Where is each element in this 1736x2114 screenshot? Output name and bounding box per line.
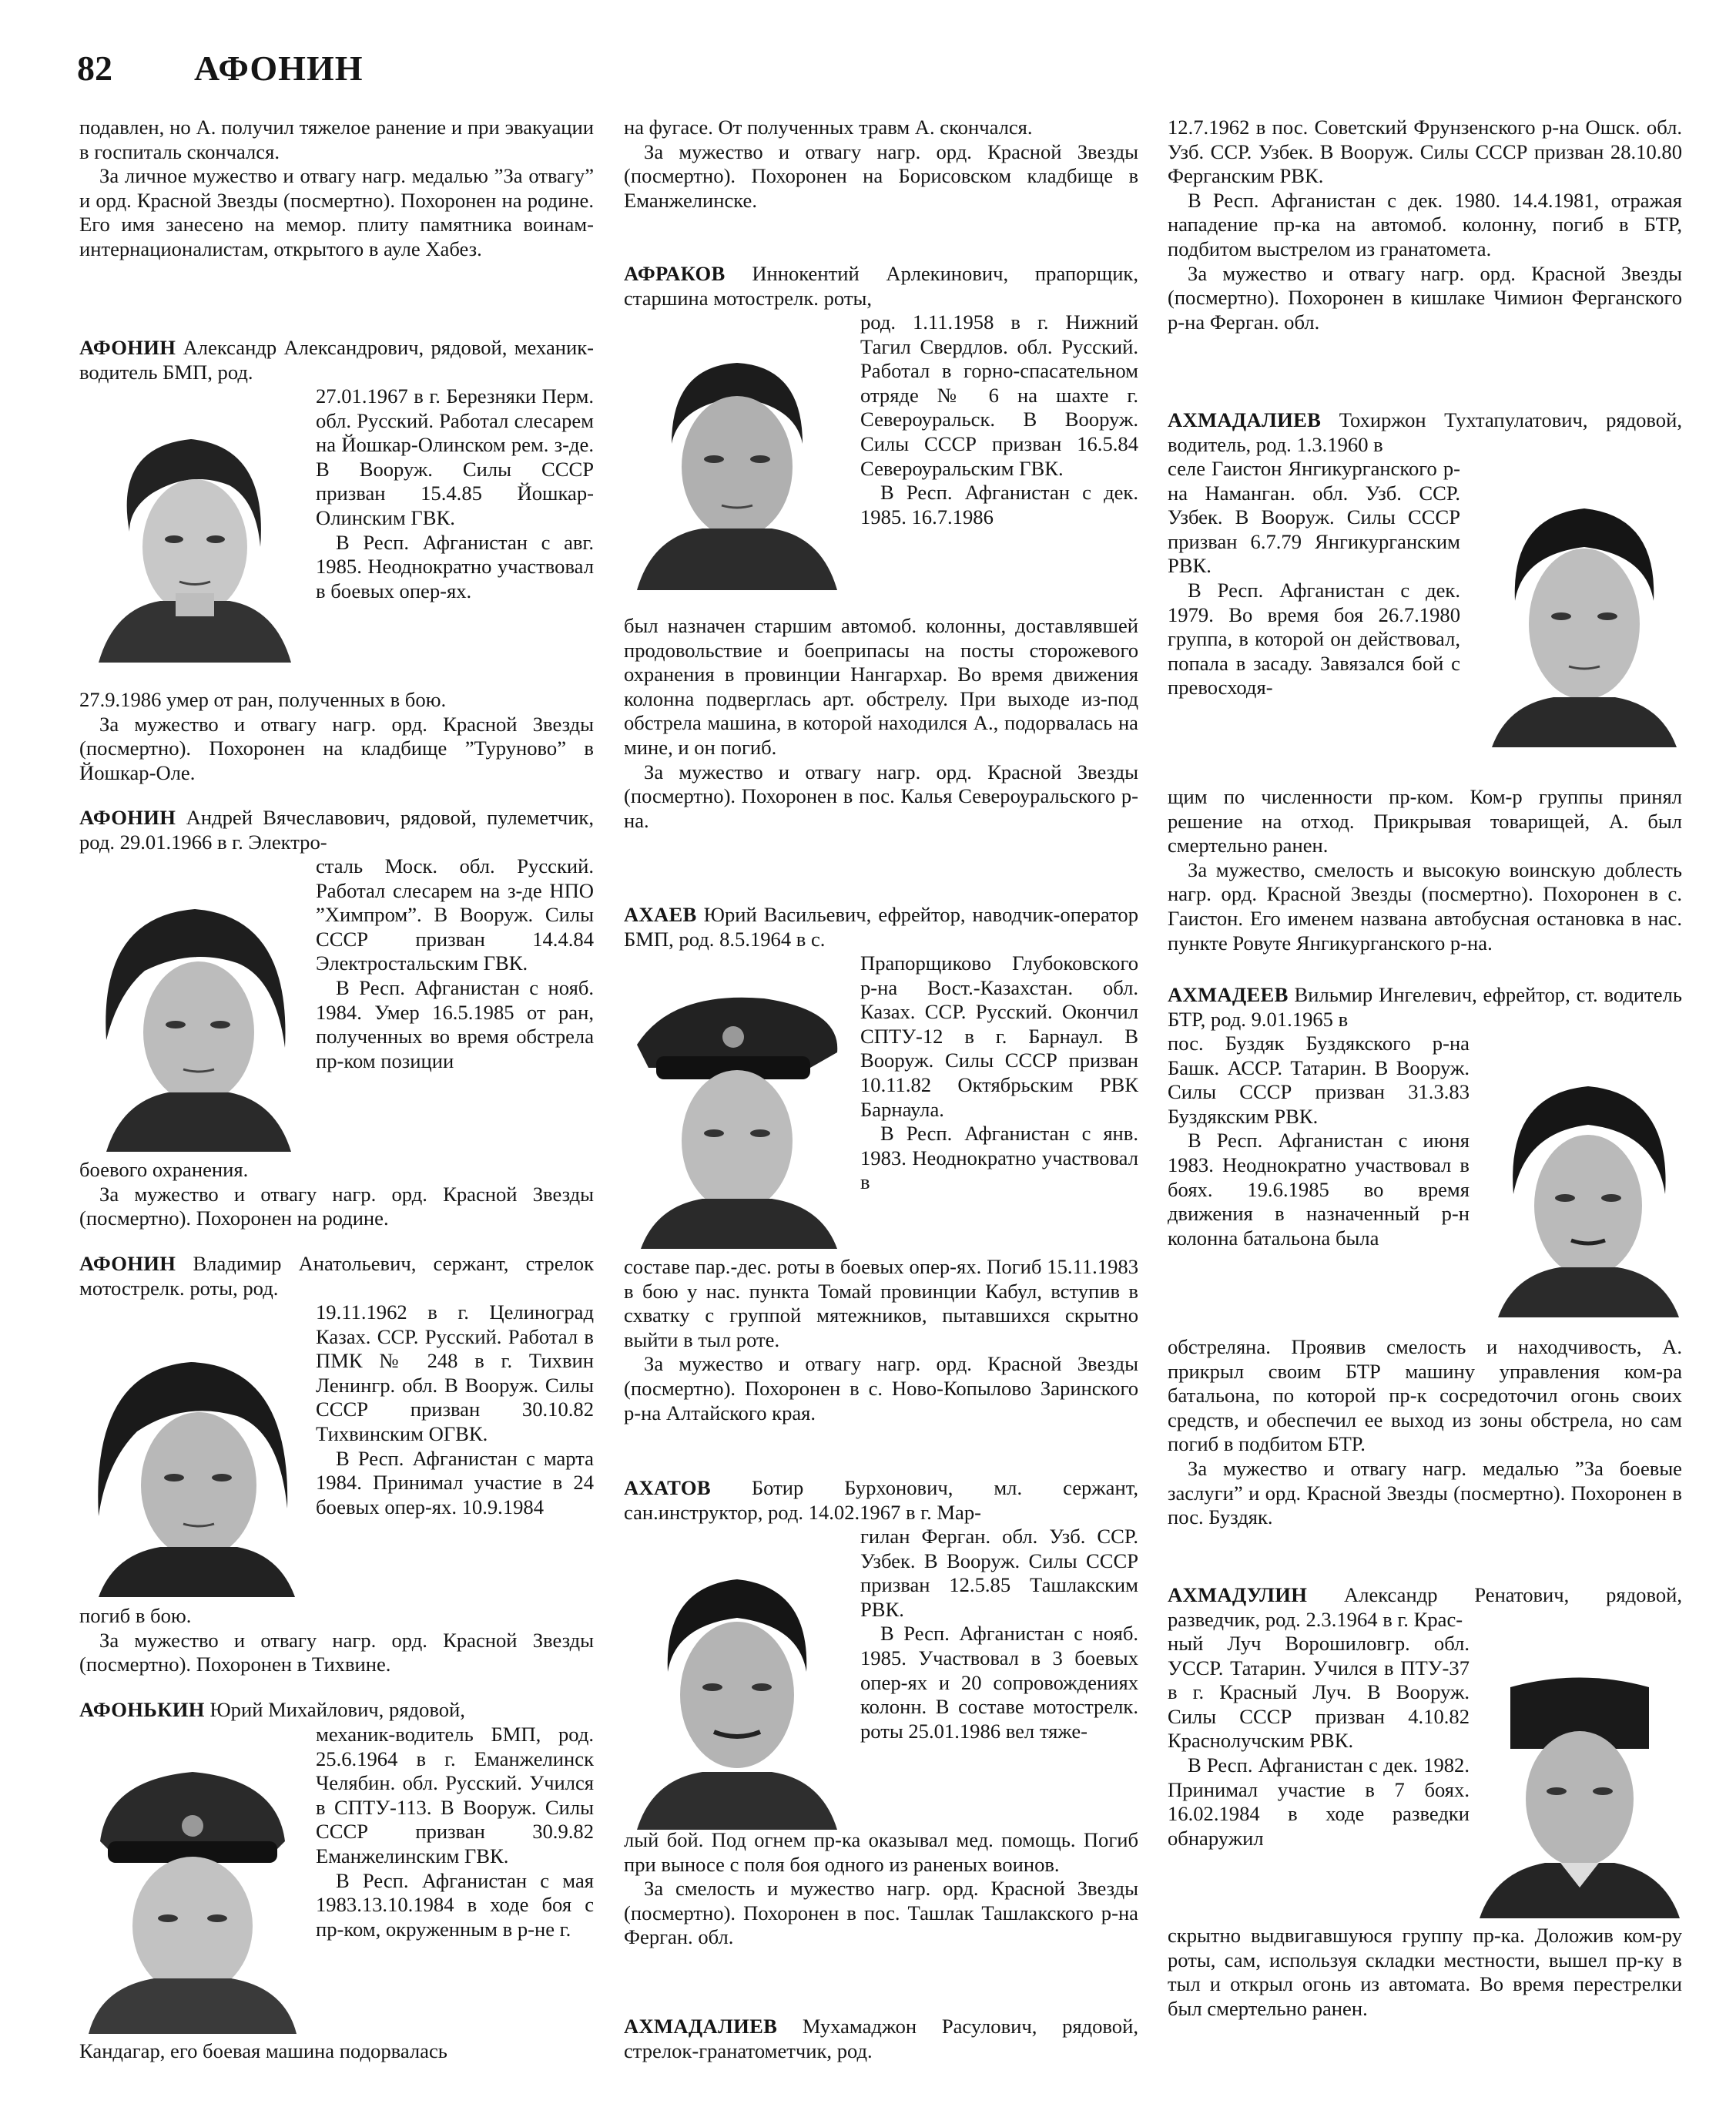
col2-continued <box>624 116 1138 213</box>
entry-side-text <box>1168 1032 1470 1250</box>
entry-continuation <box>79 2039 594 2064</box>
portrait-photo <box>77 1749 308 2034</box>
entry-name: АХМАДАЛИЕВ <box>1168 408 1322 431</box>
paragraph: селе Гаистон Янгикурганского р-на Наманган. обл. Узб. ССР. Узбек. В Вооруж. Силы СССР призван 6.7.79 Янгикурганским РВК. <box>1168 457 1460 578</box>
portrait-photo <box>83 416 299 663</box>
paragraph: боевого охранения. <box>79 1158 249 1181</box>
paragraph: составе пар.-дес. роты в боевых опер-ях. Погиб 15.11.1983 в бою у нас. пункта Томай провинции Кабул, вступив в схватку с группой мятежников, пытавшихся скрытно выйти в тыл роте. <box>624 1255 1138 1351</box>
entry-continuation <box>624 1828 1138 1950</box>
paragraph: За личное мужество и отвагу нагр. медалью ”За отвагу” и орд. Красной Звезды (посмертно). Похоронен на родине. Его имя занесено на мемор. плиту памятника воинам-интернационалистам, открытого в ауле Хабез. <box>79 164 594 260</box>
paragraph: 27.9.1986 умер от ран, полученных в бою. <box>79 688 447 711</box>
paragraph: За мужество и отвагу нагр. орд. Красной Звезды (посмертно). Похоронен в кишлаке Чимион Ферганского р-на Ферган. обл. <box>1168 261 1682 334</box>
paragraph: За мужество и отвагу нагр. орд. Красной Звезды (посмертно). Похоронен на родине. <box>79 1182 594 1230</box>
paragraph: В Респ. Афганистан с марта 1984. Принимал участие в 24 боевых опер-ях. 10.9.1984 <box>316 1446 594 1518</box>
entry-lead: Юрий Михайлович, рядовой, <box>204 1698 465 1721</box>
entry-name: АФОНИН <box>79 806 176 829</box>
entry-continuation <box>1168 785 1682 955</box>
paragraph: щим по численности пр-ком. Ком-р группы принял решение на отход. Прикрывая товарищей, А. был смертельно ранен. <box>1168 785 1682 857</box>
entry-afonin-andrey-head <box>79 806 594 854</box>
entry-name: АФОНИН <box>79 336 176 359</box>
entry-akhmadulin-head <box>1168 1583 1682 1632</box>
paragraph: За мужество и отвагу нагр. орд. Красной Звезды (посмертно). Похоронен на кладбище ”Туруново” в Йошкар-Оле. <box>79 712 594 784</box>
paragraph: В Респ. Афганистан с нояб. 1985. Участвовал в 3 боевых опер-ях и 20 сопровождениях колонн. В составе мотострелк. роты 25.01.1986 вел тяже- <box>860 1622 1138 1743</box>
entry-side-text <box>316 1300 594 1519</box>
entry-lead: Тохиржон Тухтапулатович, рядовой, водитель, род. 1.3.1960 в <box>1168 408 1682 456</box>
entry-side-text <box>316 1723 594 1941</box>
paragraph: обстреляна. Проявив смелость и находчивость, А. прикрыл своим БТР машину управления ком-ра батальона, по которой пр-к сосредоточил огонь своих средств, и обеспечил ее выход из зоны обстрела, но сам погиб в подбитом БТР. <box>1168 1335 1682 1456</box>
entry-name: АХАТОВ <box>624 1476 711 1499</box>
entry-name: АХАЕВ <box>624 903 697 926</box>
entry-lead: Вильмир Ингелевич, ефрейтор, ст. водитель БТР, род. 9.01.1965 в <box>1168 983 1682 1031</box>
paragraph: В Респ. Афганистан с мая 1983.13.10.1984 в ходе боя с пр-ком, окруженным в р-не г. <box>316 1868 594 1941</box>
entry-continuation <box>624 614 1138 833</box>
portrait-photo <box>83 886 307 1152</box>
entry-name: АФОНЬКИН <box>79 1698 205 1721</box>
entry-akhmadaliev-m-head <box>624 2015 1138 2063</box>
paragraph: За смелость и мужество нагр. орд. Красной Звезды (посмертно). Похоронен в пос. Ташлак Ташлакского р-на Ферган. обл. <box>624 1877 1138 1949</box>
paragraph: В Респ. Афганистан с авг. 1985. Неоднократно участвовал в боевых опер-ях. <box>316 530 594 602</box>
paragraph: лый бой. Под огнем пр-ка оказывал мед. помощь. Погиб при выносе с поля боя одного из раненых воинов. <box>624 1828 1138 1876</box>
paragraph: 19.11.1962 в г. Целиноград Казах. ССР. Русский. Работал в ПМК № 248 в г. Тихвин Ленингр. обл. В Вооруж. Силы СССР призван 30.10.82 Тихвинским ОГВК. <box>316 1300 594 1445</box>
paragraph: За мужество и отвагу нагр. медалью ”За боевые заслуги” и орд. Красной Звезды (посмертно). Похоронен в пос. Буздяк. <box>1168 1456 1682 1529</box>
paragraph: В Респ. Афганистан с янв. 1983. Неоднократно участвовал в <box>860 1122 1138 1194</box>
paragraph: скрытно выдвигавшуюся группу пр-ка. Доложив ком-ру роты, сам, используя складки местности, вышел пр-ку в тыл и открыл огонь из автомата. Во время перестрелки был смертельно ранен. <box>1168 1924 1682 2020</box>
running-head: АФОНИН <box>194 49 364 88</box>
paragraph: погиб в бою. <box>79 1604 192 1627</box>
col3-continued <box>1168 116 1682 334</box>
entry-akhmadeev-head <box>1168 983 1682 1032</box>
entry-afrakov-head <box>624 262 1138 310</box>
portrait-photo <box>1476 1656 1684 1918</box>
entry-side-text <box>316 854 594 1073</box>
entry-name: АХМАДЕЕВ <box>1168 983 1289 1006</box>
paragraph: гилан Ферган. обл. Узб. ССР. Узбек. В Вооруж. Силы СССР призван 12.5.85 Ташлакским РВК. <box>860 1525 1138 1621</box>
paragraph: был назначен старшим автомоб. колонны, доставлявшей продовольствие и боеприпасы на посты сторожевого охранения в провинции Нангархар. Во время движения колонна подверглась арт. обстрелу. При выходе из-под обстрела машина, в которой находился А., подорвалась на мине, и он погиб. <box>624 614 1138 759</box>
entry-akhaev-head <box>624 903 1138 951</box>
entry-afonin-aleksandr-head <box>79 336 594 384</box>
entry-side-text <box>316 384 594 603</box>
portrait-photo <box>625 336 849 590</box>
entry-continuation <box>79 688 594 785</box>
entry-akhmadaliev-t-head <box>1168 408 1682 457</box>
entry-lead: Юрий Васильевич, ефрейтор, наводчик-оператор БМП, род. 8.5.1964 в с. <box>624 903 1138 951</box>
paragraph: механик-водитель БМП, род. 25.6.1964 в г. Еманжелинск Челябин. обл. Русский. Учился в СПТУ-113. В Вооруж. Силы СССР призван 30.9.82 Еманжелинским ГВК. <box>316 1723 594 1867</box>
entry-side-text <box>860 310 1138 529</box>
entry-name: АХМАДУЛИН <box>1168 1583 1308 1606</box>
entry-lead: Андрей Вячеславович, рядовой, пулеметчик, род. 29.01.1966 в г. Электро- <box>79 806 594 854</box>
paragraph: За мужество и отвагу нагр. орд. Красной Звезды (посмертно). Похоронен на Борисовском кладбище в Еманжелинске. <box>624 139 1138 212</box>
entry-afonkin-head <box>79 1698 594 1723</box>
paragraph: ный Луч Ворошиловгр. обл. УССР. Татарин. Учился в ПТУ-37 в г. Красный Луч. В Вооруж. Силы СССР призван 4.10.82 Краснолучским РВК. <box>1168 1632 1470 1753</box>
entry-lead: Александр Александрович, рядовой, механик-водитель БМП, род. <box>79 336 594 384</box>
portrait-photo <box>625 1556 849 1830</box>
paragraph: В Респ. Афганистан с дек. 1982. Принимал участие в 7 боях. 16.02.1984 в ходе разведки обнаружил <box>1168 1753 1470 1850</box>
paragraph: В Респ. Афганистан с дек. 1980. 14.4.1981, отражая нападение пр-ка на автомоб. колонну, погиб в БТР, подбитом выстрелом из гранатомета. <box>1168 188 1682 260</box>
portrait-photo <box>625 983 849 1249</box>
entry-name: АХМАДАЛИЕВ <box>624 2015 778 2038</box>
entry-name: АФОНИН <box>79 1252 176 1275</box>
paragraph: род. 1.11.1958 в г. Нижний Тагил Свердлов. обл. Русский. Работал в горно-спасательном отряде № 6 на шахте г. Североуральск. В Вооруж. Силы СССР призван 16.5.84 Североуральским ГВК. <box>860 310 1138 480</box>
entry-name: АФРАКОВ <box>624 262 726 285</box>
entry-lead: Александр Ренатович, рядовой, разведчик, род. 2.3.1964 в г. Крас- <box>1168 1583 1682 1631</box>
paragraph: В Респ. Афганистан с дек. 1985. 16.7.1986 <box>860 481 1138 528</box>
entry-side-text <box>860 1525 1138 1743</box>
paragraph: За мужество и отвагу нагр. орд. Красной Звезды (посмертно). Похоронен в Тихвине. <box>79 1628 594 1676</box>
entry-akhatov-head <box>624 1476 1138 1525</box>
paragraph: За мужество и отвагу нагр. орд. Красной Звезды (посмертно). Похоронен в пос. Калья Североуральского р-на. <box>624 760 1138 832</box>
entry-continuation <box>79 1158 594 1231</box>
paragraph: За мужество и отвагу нагр. орд. Красной Звезды (посмертно). Похоронен в с. Ново-Копылово Заринского р-на Алтайского края. <box>624 1352 1138 1424</box>
paragraph: 12.7.1962 в пос. Советский Фрунзенского р-на Ошск. обл. Узб. ССР. Узбек. В Вооруж. Силы СССР призван 28.10.80 Ферганским РВК. <box>1168 116 1682 188</box>
paragraph: сталь Моск. обл. Русский. Работал слесарем на з-де НПО ”Химпром”. В Вооруж. Силы СССР призван 14.4.84 Электростальским ГВК. <box>316 854 594 975</box>
entry-continuation <box>624 1255 1138 1425</box>
portrait-photo <box>1494 1063 1683 1317</box>
portrait-photo <box>83 1331 307 1597</box>
paragraph: на фугасе. От полученных травм А. скончался. <box>624 116 1033 139</box>
entry-lead: Иннокентий Арлекинович, прапорщик, старшина мотострелк. роты, <box>624 262 1138 310</box>
entry-lead: Владимир Анатольевич, сержант, стрелок мотострелк. роты, род. <box>79 1252 594 1300</box>
page-number: 82 <box>77 49 112 88</box>
paragraph: В Респ. Афганистан с июня 1983. Неоднократно участвовал в боях. 19.6.1985 во время движения в назначенный р-н колонна батальона была <box>1168 1129 1470 1250</box>
entry-lead: Ботир Бурхонович, мл. сержант, сан.инструктор, род. 14.02.1967 в г. Мар- <box>624 1476 1138 1524</box>
entry-lead: Мухамаджон Расулович, рядовой, стрелок-гранатометчик, род. <box>624 2015 1138 2062</box>
portrait-photo <box>1488 485 1681 747</box>
entry-afonin-vladimir-head <box>79 1252 594 1300</box>
entry-side-text <box>1168 457 1460 700</box>
entry-side-text <box>860 951 1138 1195</box>
entry-continuation <box>1168 1335 1682 1530</box>
paragraph: пос. Буздяк Буздякского р-на Башк. АССР. Татарин. В Вооруж. Силы СССР призван 31.3.83 Буздякским РВК. <box>1168 1032 1470 1128</box>
paragraph: В Респ. Афганистан с нояб. 1984. Умер 16.5.1985 от ран, полученных во время обстрела пр-ком позиции <box>316 975 594 1072</box>
paragraph: подавлен, но А. получил тяжелое ранение и при эвакуации в госпиталь скончался. <box>79 116 594 163</box>
paragraph: В Респ. Афганистан с дек. 1979. Во время боя 26.7.1980 группа, в которой он действовал, попала в засаду. Завязался бой с превосходя- <box>1168 578 1460 700</box>
paragraph: Кандагар, его боевая машина подорвалась <box>79 2039 447 2062</box>
paragraph: 27.01.1967 в г. Березняки Перм. обл. Русский. Работал слесарем на Йошкар-Олинском рем. з-де. В Вооруж. Силы СССР призван 15.4.85 Йошкар-Олинским ГВК. <box>316 384 594 529</box>
paragraph: Прапорщиково Глубоковского р-на Вост.-Казахстан. обл. Казах. ССР. Русский. Окончил СПТУ-12 в г. Барнаул. В Вооруж. Силы СССР призван 10.11.82 Октябрьским РВК Барнаула. <box>860 951 1138 1121</box>
paragraph: За мужество, смелость и высокую воинскую доблесть нагр. орд. Красной Звезды (посмертно). Похоронен в с. Гаистон. Его именем названа автобусная остановка в нас. пункте Ровуте Янгикурганского р-на. <box>1168 857 1682 955</box>
entry-continuation <box>79 1604 594 1677</box>
entry-continuation <box>1168 1924 1682 2021</box>
entry-side-text <box>1168 1632 1470 1851</box>
col1-continued <box>79 116 594 262</box>
